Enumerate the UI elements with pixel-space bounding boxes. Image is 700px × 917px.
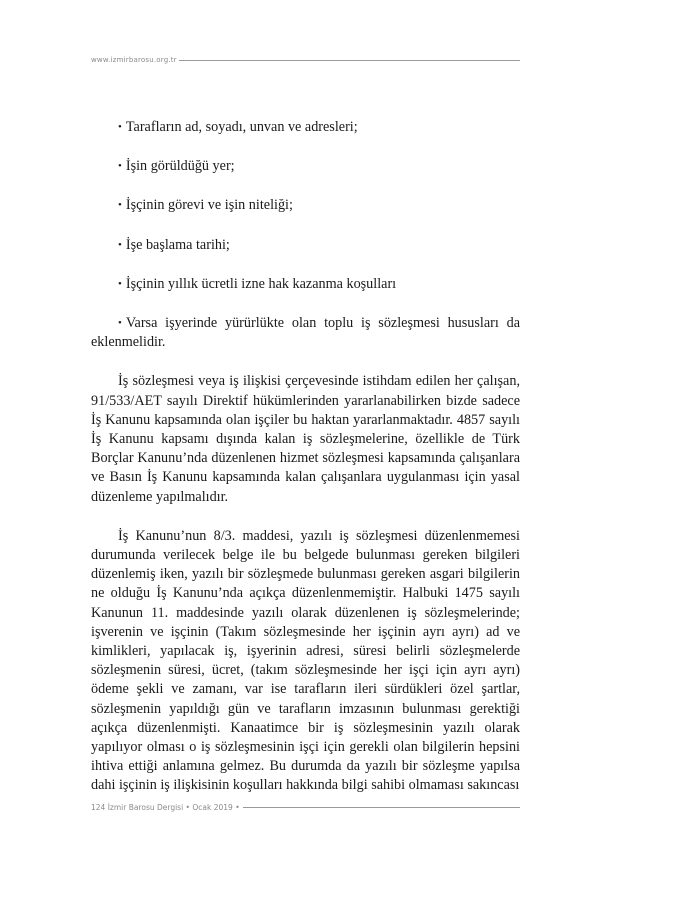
bullet-text: İşçinin yıllık ücretli izne hak kazanma koşulları [125,275,397,292]
bullet-icon: • [118,160,122,173]
bullet-text: İşin görüldüğü yer; [125,158,235,175]
bullet-icon: • [118,317,122,330]
bullet-item [91,196,520,215]
bullet-text: İşçinin görevi ve işin niteliği; [125,197,293,214]
bullet-item [91,236,520,255]
page-body [91,118,520,816]
page-header [91,54,520,66]
bullet-item [91,118,520,137]
bullet-text: İşe başlama tarihi; [125,236,230,253]
bullet-icon: • [118,121,122,133]
bullet-icon: • [118,277,122,290]
paragraph: İş sözleşmesi veya iş ilişkisi çerçevesinde istihdam edilen her çalışan, 91/533/AET sayılı Direktif hükümlerinden yararlanabilirken bizde sadece İş Kanunu kapsamında olan işçiler bu haktan yararlanmaktadır. 4857 sayılı İş Kanunu kapsamı dışında kalan iş sözleşmelerine, özellikle de Türk Borçlar Kanunu’nda düzenlenen hizmet sözleşmesi kapsamında çalışanlara ve Basın İş Kanunu kapsamında kalan çalışanlara uygulanması için yasal düzenleme yapılmalıdır. [91,373,520,505]
bullet-item [91,157,520,176]
bullet-text: Tarafların ad, soyadı, unvan ve adresleri; [125,119,358,135]
header-url: www.izmirbarosu.org.tr [91,56,177,64]
bullet-text: Varsa işyerinde yürürlükte olan toplu iş sözleşmesi hususları da eklenmelidir. [91,315,520,351]
bullet-item [91,314,520,352]
header-rule [179,60,520,61]
footer-text: 124 İzmir Barosu Dergisi • Ocak 2019 • [91,802,240,812]
bullet-item [91,275,520,294]
bullet-icon: • [118,238,122,251]
bullet-icon: • [118,199,122,212]
page-footer [91,801,520,813]
footer-rule [243,807,520,808]
paragraph: İş Kanunu’nun 8/3. maddesi, yazılı iş sözleşmesi düzenlenmemesi durumunda verilecek belge ile bu belgede bulunması gereken bilgileri düzenlemiş iken, yazılı bir sözleşmede bulunması gereken asgari bilgilerin ne olduğu İş Kanunu’nda açıkça düzenlenmemiştir. Halbuki 1475 sayılı Kanunun 11. maddesinde yazılı olarak düzenlenen iş sözleşmelerinde; işverenin ve işçinin (Takım sözleşmesinde her işçinin ayrı ayrı) ad ve kimlikleri, yapılacak iş, işyerinin adresi, süresi belirli sözleşmelerde sözleşmenin süresi, ücret, (takım sözleşmesinde her işçi için ayrı ayrı) ödeme şekli ve zamanı, var ise tarafların ileri sürdükleri özel şartlar, sözleşmenin yapıldığı gün ve tarafların imzasının bulunması gerektiği açıkça düzenlenmişti. Kanaatimce bir iş sözleşmesinin yazılı olarak yapılıyor olması o iş sözleşmesinin işçi için gerekli olan bilgilerin hepsini ihtiva ettiği anlamına gelmez. Bu durumda da yazılı bir sözleşme yapılsa dahi işçinin iş ilişkisinin koşulları hakkında bilgi sahibi olmaması sakıncası [91,527,520,794]
